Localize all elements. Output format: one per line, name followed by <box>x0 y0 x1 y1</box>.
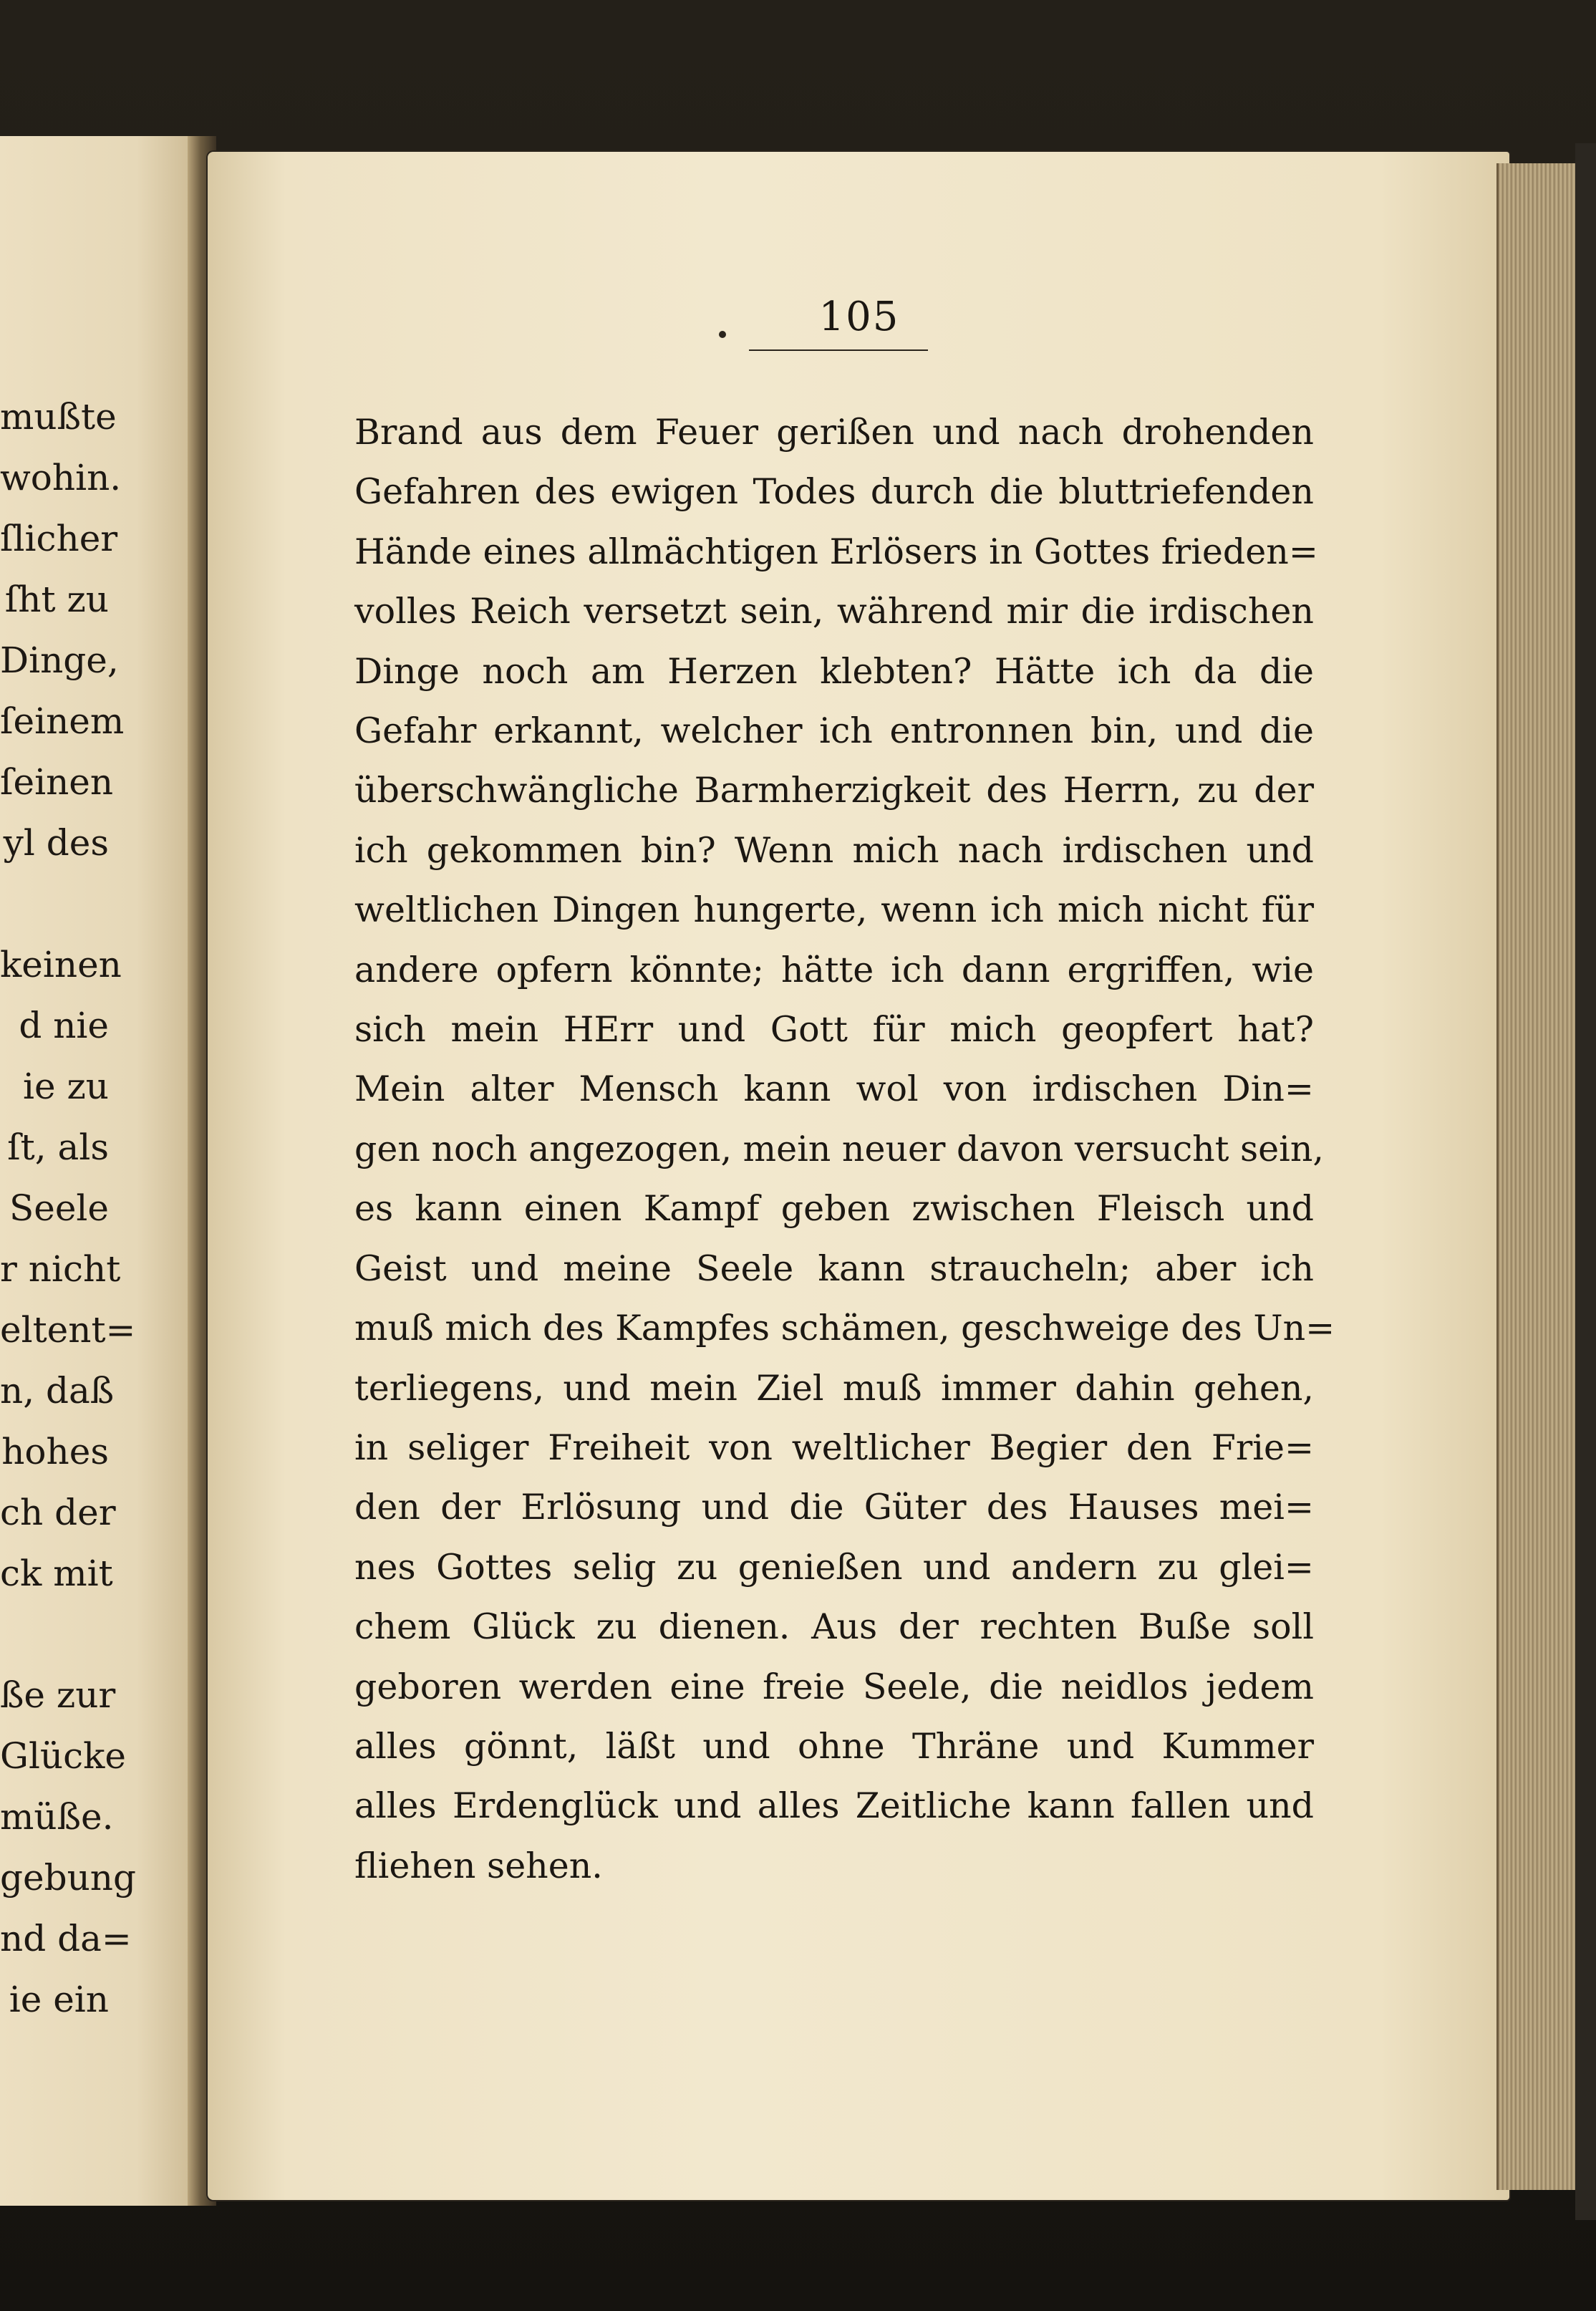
page-number: 105 <box>818 294 900 340</box>
text-line: gen noch angezogen, mein neuer davon versucht sein, <box>354 1128 1324 1169</box>
text-line: geboren werden eine freie Seele, die neidlos jedem <box>354 1666 1314 1707</box>
left-page-line: Seele <box>9 1187 109 1229</box>
text-line: Geist und meine Seele kann straucheln; aber ich <box>354 1248 1314 1289</box>
left-page-line: wohin. <box>0 457 122 498</box>
text-line: weltlichen Dingen hungerte, wenn ich mich nicht für <box>354 889 1314 931</box>
left-page-line: n, daß <box>0 1370 115 1412</box>
header-rule <box>749 349 928 351</box>
left-page-line: ſlicher <box>0 518 118 559</box>
left-page-line: ie zu <box>22 1066 109 1107</box>
text-line: volles Reich versetzt sein, während mir die irdischen <box>354 591 1314 632</box>
left-page-line: ſt, als <box>7 1126 109 1168</box>
text-line: es kann einen Kampf geben zwischen Fleisch und <box>354 1188 1314 1230</box>
left-page-line: yl des <box>3 822 109 864</box>
text-line: Gefahren des ewigen Todes durch die bluttriefenden <box>354 471 1314 513</box>
left-page-line: eltent= <box>0 1309 136 1351</box>
left-page-line: nd da= <box>0 1918 132 1959</box>
text-line: chem Glück zu dienen. Aus der rechten Buße soll <box>354 1606 1314 1648</box>
body-text <box>354 402 1335 1896</box>
left-page-line: mußte <box>0 396 117 438</box>
text-line: Mein alter Mensch kann wol von irdischen Din= <box>354 1068 1314 1110</box>
left-page-line: Dinge, <box>0 640 119 681</box>
text-line: andere opfern könnte; hätte ich dann ergriffen, wie <box>354 949 1314 990</box>
left-page-line: müße. <box>0 1796 114 1838</box>
text-line: den der Erlösung und die Güter des Hauses mei= <box>354 1487 1314 1528</box>
left-page-line: r nicht <box>0 1248 121 1290</box>
text-line: Dinge noch am Herzen klebten? Hätte ich da die <box>354 650 1314 692</box>
text-line: ich gekommen bin? Wenn mich nach irdischen und <box>354 829 1314 871</box>
left-page-line: ſeinem <box>0 700 125 742</box>
text-line: sich mein HErr und Gott für mich geopfert hat? <box>354 1009 1314 1051</box>
text-line: fliehen sehen. <box>354 1845 603 1886</box>
left-page-line: ße zur <box>0 1674 116 1716</box>
page-edges <box>1496 163 1583 2190</box>
text-line: Hände eines allmächtigen Erlösers in Gottes frieden= <box>354 531 1318 572</box>
left-page-line: ſeinen <box>0 761 114 803</box>
text-line: alles Erdenglück und alles Zeitliche kann fallen und <box>354 1785 1314 1827</box>
left-page-line: gebung <box>0 1857 137 1899</box>
left-page-line: keinen <box>0 944 122 985</box>
left-page-line: hohes <box>1 1431 109 1472</box>
left-page-line: d nie <box>19 1005 109 1046</box>
header-dot <box>719 331 726 338</box>
book-cover-edge <box>1575 143 1596 2220</box>
text-line: muß mich des Kampfes schämen, geschweige des Un= <box>354 1308 1335 1349</box>
left-page-line: ie ein <box>9 1979 109 2020</box>
text-line: Gefahr erkannt, welcher ich entronnen bin, und die <box>354 710 1314 752</box>
left-page-line: ſht zu <box>4 579 109 620</box>
left-page-line: ch der <box>0 1492 116 1533</box>
text-line: Brand aus dem Feuer gerißen und nach drohenden <box>354 412 1314 453</box>
text-line: nes Gottes selig zu genießen und andern zu glei= <box>354 1546 1314 1588</box>
left-page-line <box>0 1604 188 1665</box>
left-page-line: ck mit <box>0 1553 113 1594</box>
left-page-line: Glücke <box>0 1735 127 1777</box>
left-page-line <box>0 874 188 935</box>
text-line: in seliger Freiheit von weltlicher Begier den Frie= <box>354 1427 1314 1468</box>
text-line: terliegens, und mein Ziel muß immer dahin gehen, <box>354 1367 1314 1409</box>
left-page-text <box>0 387 188 2030</box>
text-line: alles gönnt, läßt und ohne Thräne und Kummer <box>354 1725 1314 1767</box>
text-line: überschwängliche Barmherzigkeit des Herrn, zu der <box>354 770 1314 811</box>
